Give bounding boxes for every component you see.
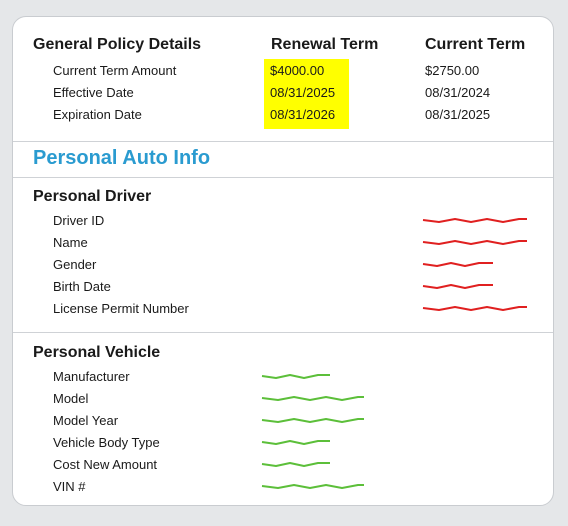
redacted-value — [421, 302, 531, 314]
vehicle-field-label: Manufacturer — [53, 369, 130, 384]
policy-row-renewal: $4000.00 — [270, 63, 325, 78]
policy-row-current: $2750.00 — [425, 63, 480, 78]
policy-row-current: 08/31/2025 — [425, 107, 491, 122]
policy-row-renewal: 08/31/2025 — [270, 85, 336, 100]
section-title: Personal Auto Info — [33, 147, 211, 169]
divider — [13, 141, 554, 142]
redacted-value — [260, 458, 334, 470]
policy-row-current: 08/31/2024 — [425, 85, 491, 100]
redacted-value — [421, 214, 531, 226]
driver-section-title: Personal Driver — [33, 188, 152, 205]
driver-field-label: Birth Date — [53, 279, 111, 294]
redacted-value — [260, 414, 368, 426]
redacted-value — [421, 280, 497, 292]
redacted-value — [260, 392, 368, 404]
vehicle-section-title: Personal Vehicle — [33, 344, 161, 361]
renewal-term-header: Renewal Term — [271, 36, 379, 53]
driver-field-label: License Permit Number — [53, 301, 189, 316]
driver-field-label: Gender — [53, 257, 97, 272]
vehicle-field-label: Cost New Amount — [53, 457, 158, 472]
policy-details-title: General Policy Details — [33, 36, 202, 53]
vehicle-field-label: Model — [53, 391, 89, 406]
redacted-value — [260, 480, 368, 492]
redacted-value — [421, 258, 497, 270]
redacted-value — [260, 436, 334, 448]
policy-row-label: Current Term Amount — [53, 63, 177, 78]
policy-card — [12, 16, 554, 506]
driver-field-label: Driver ID — [53, 213, 105, 228]
current-term-header: Current Term — [425, 36, 526, 53]
policy-row-label: Effective Date — [53, 85, 134, 100]
divider — [13, 332, 554, 333]
policy-row-renewal: 08/31/2026 — [270, 107, 336, 122]
driver-field-label: Name — [53, 235, 88, 250]
vehicle-field-label: VIN # — [53, 479, 86, 494]
divider — [13, 177, 554, 178]
redacted-value — [260, 370, 334, 382]
vehicle-field-label: Model Year — [53, 413, 119, 428]
vehicle-field-label: Vehicle Body Type — [53, 435, 160, 450]
policy-row-label: Expiration Date — [53, 107, 142, 122]
redacted-value — [421, 236, 531, 248]
